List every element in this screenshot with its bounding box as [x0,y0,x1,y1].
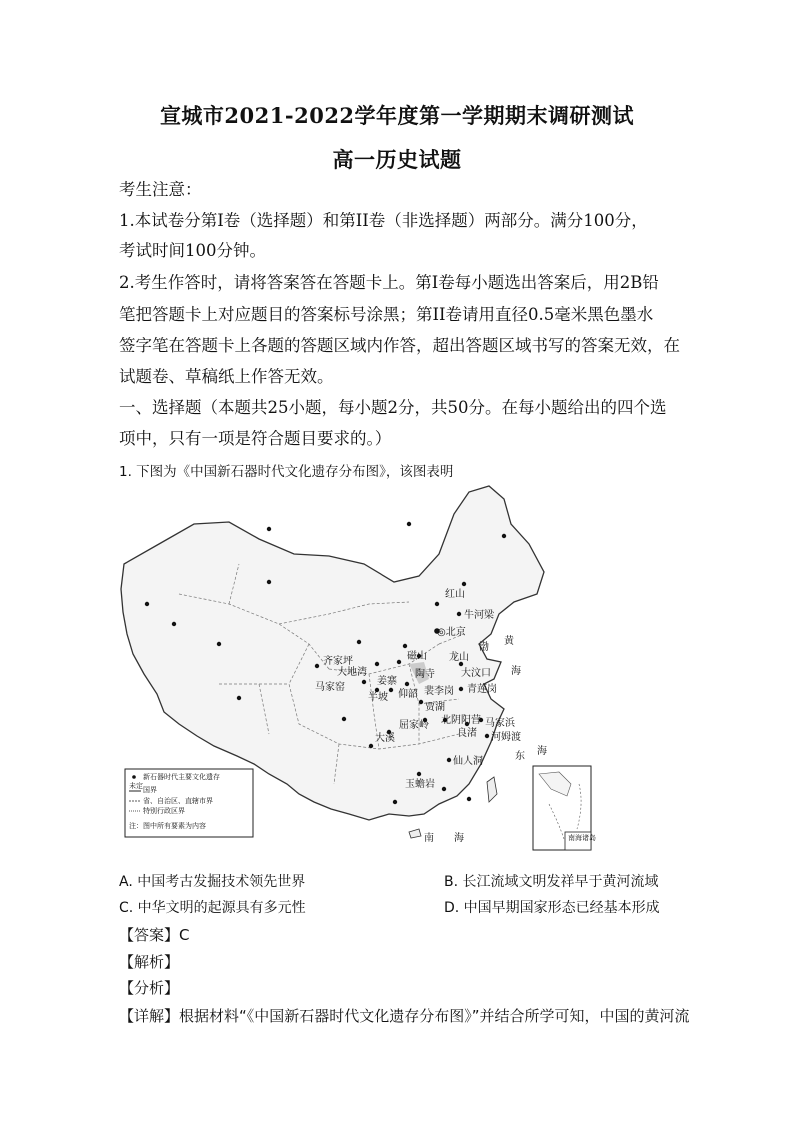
map-legend [125,769,253,837]
notice-item-2-line-1: 2.考生作答时，请将答案答在答题卡上。第Ⅰ卷每小题选出答案后，用2B铅 [119,273,659,292]
legend-border-mark: 未定 [129,782,143,790]
city-banpo: 半坡 [368,692,388,703]
legend-site: 新石器时代主要文化遗存 [143,773,220,781]
inset-label: 南海诸岛 [568,834,596,842]
sea-huang-1: 黄 [504,636,514,647]
city-daxi: 大溪 [375,733,395,744]
option-b: B. 长江流域文明发祥早于黄河流域 [444,874,659,890]
city-majiayao: 马家窑 [315,682,345,693]
notice-item-2-line-4: 试题卷、草稿纸上作答无效。 [119,367,334,386]
sea-bo: 渤 [479,642,489,653]
city-dawenkou: 大汶口 [461,668,491,679]
city-hongshan: 红山 [445,589,465,600]
city-beijing: ◎北京 [437,627,466,638]
city-peiligang: 裴李岗 [424,686,454,697]
answer: 【答案】C [119,926,190,944]
city-yuchanyan: 玉蟾岩 [405,779,435,790]
city-qijiaping: 齐家坪 [323,656,353,667]
notice-item-2-line-2: 笔把答题卡上对应题目的答案标号涂黑；第II卷请用直径0.5毫米黑色墨水 [119,305,654,324]
city-niuheliang: 牛河梁 [464,610,494,621]
south-china-sea-inset [533,766,596,850]
sea-nan-2: 海 [454,833,464,844]
option-d: D. 中国早期国家形态已经基本形成 [444,900,660,916]
city-taosi: 陶寺 [415,669,435,680]
sea-dong-2: 海 [537,746,547,757]
notice-item-1-line-2: 考试时间100分钟。 [119,241,266,260]
city-jiangzhai: 姜寨 [377,676,397,687]
fenxi-heading: 【分析】 [119,979,180,997]
legend-sar: 特别行政区界 [143,807,185,815]
question-1-stem: 1. 下图为《中国新石器时代文化遗存分布图》，该图表明 [119,464,454,480]
notice-heading: 考生注意： [119,180,202,199]
city-beiyinyangying: 北阴阳营 [441,715,481,726]
city-longshan: 龙山 [449,652,469,663]
option-a: A. 中国考古发掘技术领先世界 [119,874,306,890]
notice-item-2-line-3: 签字笔在答题卡上各题的答题区域内作答，超出答题区域书写的答案无效，在 [119,336,680,355]
city-hemudu: 河姆渡 [491,732,521,743]
legend-province: 省、自治区、直辖市界 [143,797,213,805]
sea-huang-2: 海 [511,666,521,677]
neolithic-sites-map [119,484,671,856]
section-1-instructions-line-1: 一、选择题（本题共25小题，每小题2分，共50分。在每小题给出的四个选 [119,398,667,417]
city-qinglian: 青莲岗 [467,684,497,695]
sea-dong-1: 东 [515,751,525,762]
section-1-instructions-line-2: 项中，只有一项是符合题目要求的。） [119,429,392,448]
legend-note: 注：图中所有要素为内容 [129,822,206,830]
city-majiabang: 马家浜 [485,718,515,729]
option-c: C. 中华文明的起源具有多元性 [119,900,306,916]
city-yangshao: 仰韶 [398,689,418,700]
detail-text: 【详解】根据材料“《中国新石器时代文化遗存分布图》”并结合所学可知，中国的黄河流 [119,1007,690,1025]
exam-title: 宣城市2021-2022学年度第一学期期末调研测试 [159,103,635,128]
city-qujialing: 屈家岭 [399,720,429,731]
city-xianrendong: 仙人洞 [453,756,483,767]
exam-subtitle: 高一历史试题 [332,147,462,172]
city-dadiwan: 大地湾 [337,667,367,678]
notice-item-1-line-1: 1.本试卷分第Ⅰ卷（选择题）和第II卷（非选择题）两部分。满分100分， [119,211,648,230]
sea-nan-1: 南 [424,833,434,844]
city-cishan: 磁山 [407,651,427,662]
legend-border: 国界 [143,786,157,794]
analysis-heading: 【解析】 [119,953,180,971]
city-jiahu: 贾湖 [425,702,445,713]
city-liangzhu: 良渚 [457,728,477,739]
